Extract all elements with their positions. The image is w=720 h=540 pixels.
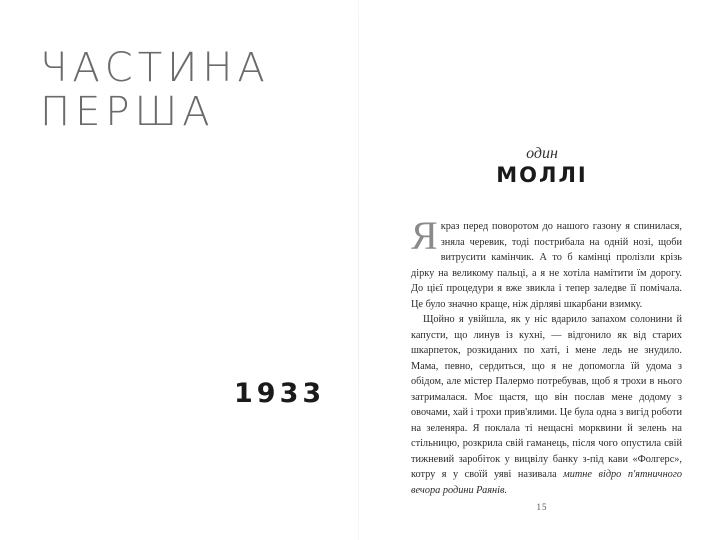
chapter-title: МОЛЛІ	[496, 163, 588, 187]
part-title-line-1: ЧАСТИНА	[40, 45, 270, 91]
paragraph-2-text: Щойно я увійшла, як у ніс вдарило запахом солонини й капусти, що линув із кухні, — відгонило як від старих шкарпеток, розкиданих по хаті, і мене ледь не знудило. Мама, певно, сердиться, що я не допомогла їй удома з обідом, але містер Палермо потребував, щоб я трохи в нього затрималася. Моє щастя, що він послав мене додому з овочами, хай і трохи прив'ялими. Це була одна з вигід роботи на зеленяра. Я поклала ті нещасні морквини й зелень на стільницю, розкрила свій гаманець, після чого опустила свій тижневий заробіток у вицвілу банку з-під кави «Фолгерс», котру я у своїй уяві називала	[411, 314, 682, 480]
chapter-body	[411, 213, 682, 498]
part-title-line-2: ПЕРША	[40, 89, 215, 135]
part-title	[40, 46, 270, 134]
page-gutter	[358, 0, 359, 540]
page-number: 15	[536, 502, 548, 512]
paragraph-2	[411, 312, 682, 498]
paragraph-2-italic: митне відро п'ятничного вечора родини Раянів.	[411, 469, 682, 496]
year-heading: 1933	[234, 378, 326, 409]
paragraph-1-text: краз перед поворотом до нашого газону я спинилася, зняла черевик, тоді пострибала на одній нозі, щоби витрусити камінчик. А то б камінці пролізли крізь дірку на великому пальці, а я не хотіла намітити їм дорогу. До цієї процедури я вже звикла і тепер заледве її помічала. Це було значно краще, ніж дірляві шкарбани взимку.	[411, 221, 682, 310]
chapter-number: один	[526, 145, 558, 162]
paragraph-1	[411, 213, 682, 312]
drop-cap: Я	[411, 213, 438, 258]
